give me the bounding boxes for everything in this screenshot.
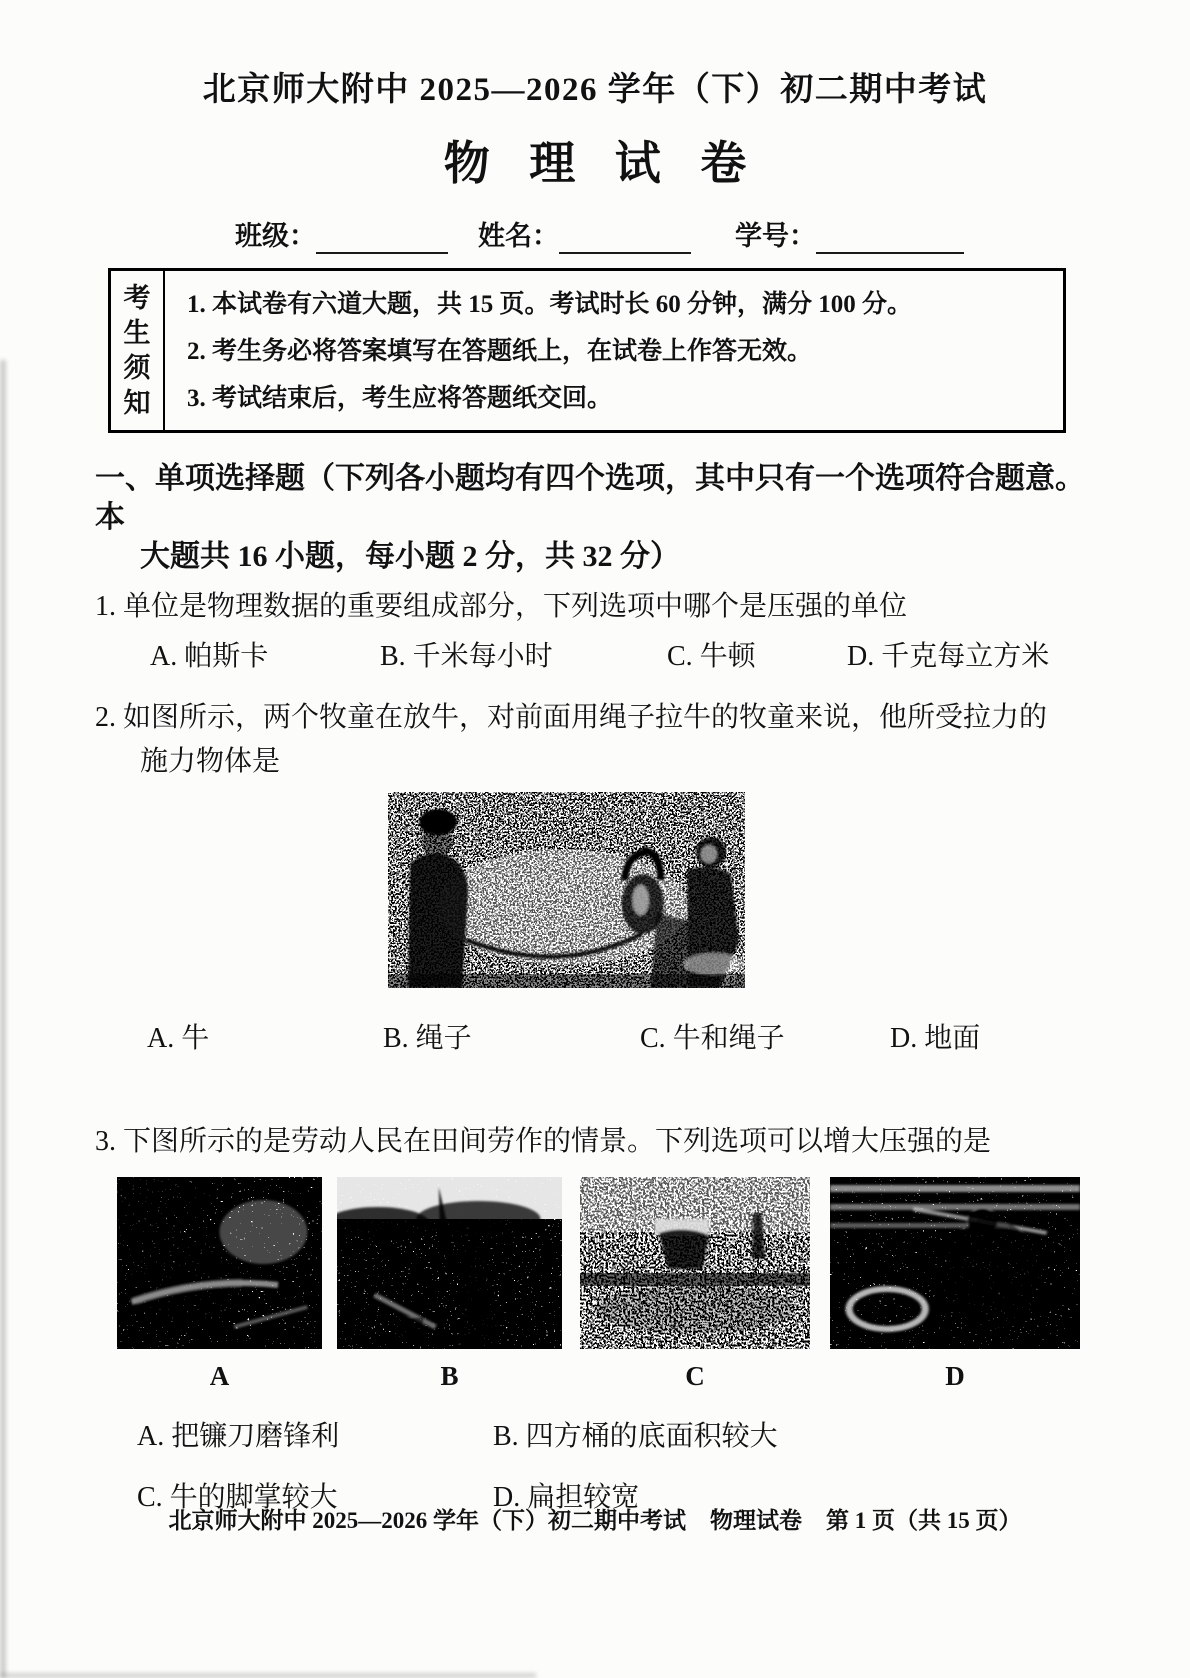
sickle-harvest-image [117,1177,322,1349]
question-2-text-line2: 施力物体是 [140,746,281,777]
question-2-option-c: C. 牛和绳子 [640,1023,785,1054]
question-2 [95,699,1095,1057]
question-3-figure-c [580,1177,810,1349]
section1-heading [95,459,1095,576]
question-1-text: 1. 单位是物理数据的重要组成部分，下列选项中哪个是压强的单位 [95,591,908,622]
name-blank-line [559,222,691,254]
question-1 [95,588,1095,675]
exam-session-title: 北京师大附中 2025—2026 学年（下）初二期中考试 [202,72,988,108]
exam-subject-title: 物 理 试 卷 [443,138,761,189]
figure-label-b: B [440,1361,459,1391]
question-3-figure-a [117,1177,322,1349]
notice-side-char: 考 [123,282,151,313]
figure-label-a: A [209,1361,230,1391]
name-label: 姓名： [478,221,559,251]
question-1-option-c: C. 牛顿 [667,641,756,672]
notice-side-label [111,271,165,430]
question-3-figure-b [337,1177,562,1349]
examinee-notice-box [108,268,1066,433]
student-id-label: 学号： [735,221,816,251]
class-label: 班级： [235,221,316,251]
question-2-option-d: D. 地面 [890,1023,981,1054]
notice-item-3: 3. 考试结束后，考生应将答题纸交回。 [187,385,613,412]
question-3-text: 3. 下图所示的是劳动人民在田间劳作的情景。下列选项可以增大压强的是 [95,1126,992,1157]
student-id-blank-line [816,222,964,254]
section1-heading-line1: 一、单项选择题（下列各小题均有四个选项，其中只有一个选项符合题意。本 [95,462,1085,534]
question-3-figure-d [830,1177,1080,1349]
notice-item-2: 2. 考生务必将答案填写在答题纸上，在试卷上作答无效。 [187,338,813,365]
question-3-figures [117,1177,1095,1349]
question-3 [95,1123,1095,1516]
question-3-option-c: C. 牛的脚掌较大 [137,1482,338,1513]
figure-label-c: C [685,1361,705,1391]
question-1-options [95,638,1095,675]
section1-heading-line2: 大题共 16 小题，每小题 2 分，共 32 分） [140,540,680,573]
footer-page-number: 第 1 页（共 15 页） [826,1508,1022,1533]
question-1-option-a: A. 帕斯卡 [150,641,269,672]
question-3-option-d: D. 扁担较宽 [493,1482,640,1513]
question-2-figure [388,792,745,988]
notice-side-char: 须 [123,352,151,383]
question-3-figure-labels [117,1361,1095,1392]
question-3-options-row1 [95,1418,1095,1455]
figure-label-d: D [945,1361,965,1391]
notice-body [165,271,1063,430]
question-2-text-line1: 2. 如图所示，两个牧童在放牛，对前面用绳子拉牛的牧童来说，他所受拉力的 [95,702,1048,733]
page-footer [0,1502,1190,1535]
question-2-options [95,1020,1095,1057]
question-3-option-b: B. 四方桶的底面积较大 [493,1421,778,1452]
student-info-row [235,218,1095,254]
class-blank-line [316,222,448,254]
square-bucket-carrier-image [337,1177,562,1349]
question-1-option-b: B. 千米每小时 [380,641,553,672]
ox-plowing-field-image [580,1177,810,1349]
notice-item-1: 1. 本试卷有六道大题，共 15 页。考试时长 60 分钟，满分 100 分。 [187,291,913,318]
footer-subject: 物理试卷 [710,1508,802,1533]
notice-side-char: 知 [123,387,151,418]
question-1-option-d: D. 千克每立方米 [847,641,1050,672]
footer-school: 北京师大附中 2025—2026 学年（下）初二期中考试 [168,1508,686,1533]
notice-side-char: 生 [123,317,151,348]
question-2-option-b: B. 绳子 [383,1023,472,1054]
question-2-option-a: A. 牛 [147,1023,210,1054]
shoulder-pole-carrier-image [830,1177,1080,1349]
question-3-option-a: A. 把镰刀磨锋利 [137,1421,340,1452]
herding-boys-cow-image [388,792,745,988]
